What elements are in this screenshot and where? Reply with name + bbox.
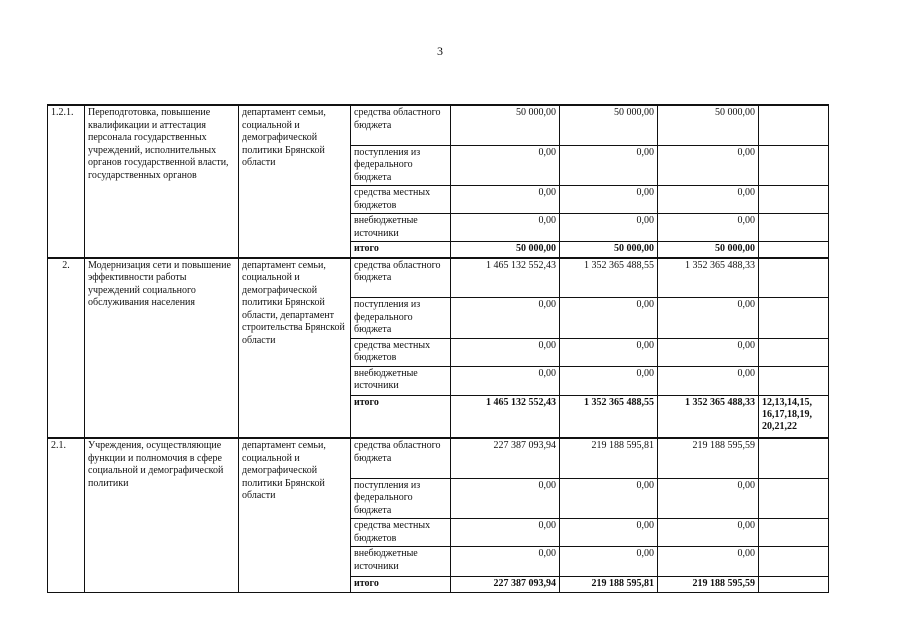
- total-label: итого: [351, 395, 451, 438]
- amount-y1: 50 000,00: [451, 105, 560, 145]
- amount-y2: 219 188 595,81: [560, 438, 658, 478]
- amount-y2: 1 352 365 488,55: [560, 258, 658, 298]
- amount-y2: 50 000,00: [560, 105, 658, 145]
- funding-source: средства местных бюджетов: [351, 186, 451, 214]
- amount-y3: 219 188 595,59: [658, 438, 759, 478]
- indicator-numbers: [759, 105, 829, 145]
- amount-y2: 219 188 595,81: [560, 577, 658, 593]
- indicator-numbers: [759, 366, 829, 395]
- amount-y2: 0,00: [560, 145, 658, 186]
- amount-y1: 0,00: [451, 298, 560, 339]
- amount-y3: 0,00: [658, 338, 759, 366]
- indicator-numbers: [759, 186, 829, 214]
- funding-source: поступления из федерального бюджета: [351, 478, 451, 519]
- amount-y3: 0,00: [658, 547, 759, 577]
- indicator-numbers: [759, 547, 829, 577]
- item-number: 1.2.1.: [48, 105, 85, 258]
- amount-y2: 0,00: [560, 478, 658, 519]
- funding-source: внебюджетные источники: [351, 547, 451, 577]
- amount-y3: 219 188 595,59: [658, 577, 759, 593]
- indicator-numbers: [759, 519, 829, 547]
- table-body: [48, 105, 829, 592]
- amount-y3: 0,00: [658, 145, 759, 186]
- funding-source: поступления из федерального бюджета: [351, 145, 451, 186]
- amount-y3: 1 352 365 488,33: [658, 258, 759, 298]
- funding-source: поступления из федерального бюджета: [351, 298, 451, 339]
- amount-y1: 0,00: [451, 338, 560, 366]
- budget-table: [47, 104, 829, 593]
- responsible-executor: департамент семьи, социальной и демографической политики Брянской области, департамент строительства Брянской области: [239, 258, 351, 439]
- funding-source: внебюджетные источники: [351, 366, 451, 395]
- amount-y1: 0,00: [451, 214, 560, 242]
- amount-y2: 0,00: [560, 186, 658, 214]
- amount-y3: 50 000,00: [658, 105, 759, 145]
- indicator-numbers: [759, 298, 829, 339]
- responsible-executor: департамент семьи, социальной и демографической политики Брянской области: [239, 105, 351, 258]
- funding-source: средства областного бюджета: [351, 258, 451, 298]
- amount-y3: 0,00: [658, 214, 759, 242]
- indicator-numbers: [759, 338, 829, 366]
- indicator-numbers: [759, 478, 829, 519]
- indicator-numbers: [759, 577, 829, 593]
- indicator-numbers: [759, 258, 829, 298]
- amount-y1: 0,00: [451, 366, 560, 395]
- funding-source: средства местных бюджетов: [351, 338, 451, 366]
- table-row: [48, 438, 829, 478]
- amount-y1: 227 387 093,94: [451, 438, 560, 478]
- indicator-numbers: [759, 438, 829, 478]
- funding-source: средства областного бюджета: [351, 105, 451, 145]
- activity-name: Переподготовка, повышение квалификации и аттестация персонала государственных учреждений, исполнительных органов государственной власти, государственных органов: [85, 105, 239, 258]
- amount-y3: 0,00: [658, 298, 759, 339]
- amount-y2: 0,00: [560, 547, 658, 577]
- amount-y2: 1 352 365 488,55: [560, 395, 658, 438]
- amount-y1: 0,00: [451, 547, 560, 577]
- amount-y2: 0,00: [560, 366, 658, 395]
- amount-y3: 50 000,00: [658, 242, 759, 258]
- item-number: 2.1.: [48, 438, 85, 592]
- table-row: [48, 105, 829, 145]
- amount-y1: 50 000,00: [451, 242, 560, 258]
- amount-y1: 0,00: [451, 478, 560, 519]
- funding-source: средства областного бюджета: [351, 438, 451, 478]
- amount-y1: 0,00: [451, 186, 560, 214]
- amount-y1: 1 465 132 552,43: [451, 395, 560, 438]
- amount-y3: 0,00: [658, 519, 759, 547]
- total-label: итого: [351, 242, 451, 258]
- amount-y3: 0,00: [658, 478, 759, 519]
- activity-name: Учреждения, осуществляющие функции и полномочия в сфере социальной и демографической политики: [85, 438, 239, 592]
- total-label: итого: [351, 577, 451, 593]
- amount-y3: 0,00: [658, 186, 759, 214]
- amount-y2: 0,00: [560, 298, 658, 339]
- amount-y2: 0,00: [560, 519, 658, 547]
- table-row: [48, 258, 829, 298]
- indicator-numbers: [759, 242, 829, 258]
- funding-source: средства местных бюджетов: [351, 519, 451, 547]
- amount-y2: 0,00: [560, 338, 658, 366]
- amount-y2: 50 000,00: [560, 242, 658, 258]
- responsible-executor: департамент семьи, социальной и демографической политики Брянской области: [239, 438, 351, 592]
- amount-y2: 0,00: [560, 214, 658, 242]
- amount-y1: 0,00: [451, 145, 560, 186]
- item-number: 2.: [48, 258, 85, 439]
- indicator-numbers: [759, 214, 829, 242]
- page-number: 3: [437, 44, 443, 58]
- amount-y1: 1 465 132 552,43: [451, 258, 560, 298]
- indicator-numbers: [759, 145, 829, 186]
- indicator-numbers: 12,13,14,15, 16,17,18,19, 20,21,22: [759, 395, 829, 438]
- funding-source: внебюджетные источники: [351, 214, 451, 242]
- amount-y1: 0,00: [451, 519, 560, 547]
- amount-y3: 1 352 365 488,33: [658, 395, 759, 438]
- amount-y1: 227 387 093,94: [451, 577, 560, 593]
- activity-name: Модернизация сети и повышение эффективности работы учреждений социального обслуживания населения: [85, 258, 239, 439]
- amount-y3: 0,00: [658, 366, 759, 395]
